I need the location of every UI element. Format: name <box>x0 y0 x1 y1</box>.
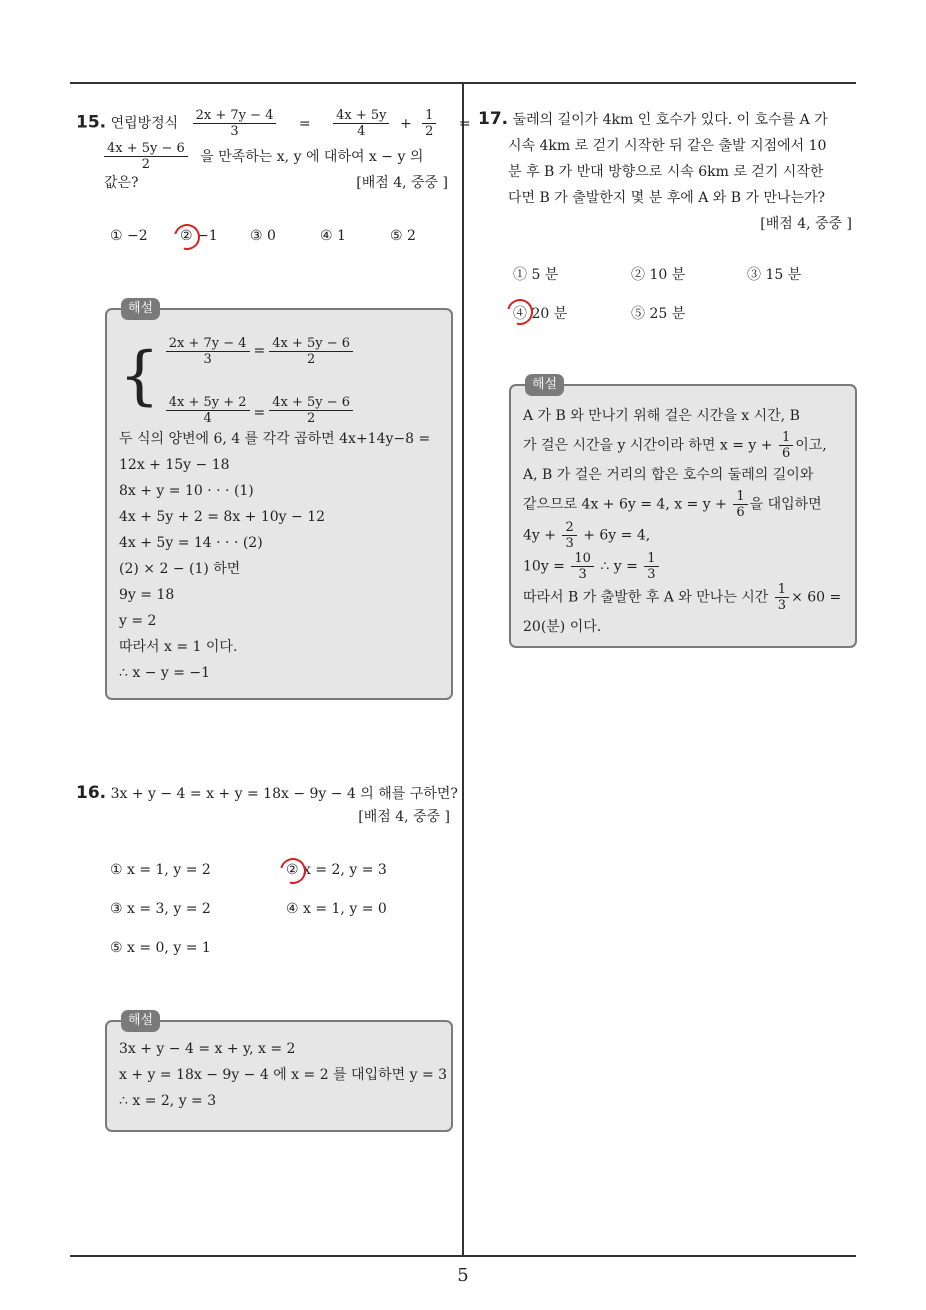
choice-5[interactable]: ⑤ 2 <box>390 228 416 244</box>
solution-line: 4x + 5y + 2 = 8x + 10y − 12 <box>119 509 326 525</box>
solution-tag: 해설 <box>121 298 160 320</box>
solution-text: ∴ y = <box>600 558 638 575</box>
question-number: 16. <box>76 783 107 803</box>
fraction-numerator: 1 <box>733 489 747 505</box>
fraction-numerator: 2 <box>562 520 576 536</box>
solution-tag: 해설 <box>121 1010 160 1032</box>
fraction-numerator: 4x + 5y − 6 <box>104 141 188 157</box>
question-text: 3x + y − 4 = x + y = 18x − 9y − 4 의 해를 구하면? <box>110 786 458 802</box>
column-divider <box>462 83 464 1255</box>
choices-15 <box>110 228 450 252</box>
question-text: 을 만족하는 x, y 에 대하여 x − y 의 <box>200 148 424 165</box>
solution-text: × 60 = <box>791 589 842 606</box>
question-16 <box>76 782 456 829</box>
choice-4[interactable]: ④ 1 <box>320 228 346 244</box>
choice-3[interactable]: ③ 15 분 <box>747 267 802 283</box>
choices-16 <box>110 862 450 962</box>
solution-line: 4x + 5y = 14 · · · (2) <box>119 535 263 551</box>
solution-line: 8x + y = 10 · · · (1) <box>119 483 254 499</box>
equals-sign: = <box>253 343 266 359</box>
question-meta: [배점 4, 중중 ] <box>358 809 450 825</box>
choice-2[interactable]: ② −1 <box>180 228 218 244</box>
page-number: 5 <box>457 1265 469 1286</box>
fraction-numerator: 2x + 7y − 4 <box>166 336 250 352</box>
choice-4[interactable]: ④ 20 분 <box>513 306 568 322</box>
question-number: 15. <box>76 112 107 133</box>
question-text: 둘레의 길이가 4km 인 호수가 있다. 이 호수를 A 가 <box>512 112 828 128</box>
fraction-denominator: 4 <box>203 411 212 426</box>
fraction-numerator: 4x + 5y <box>333 108 389 124</box>
question-text: 값은? <box>104 175 139 191</box>
selected-mark-icon <box>502 294 538 330</box>
solution-line: ∴ x − y = −1 <box>119 665 211 681</box>
solution-line: A, B 가 걸은 거리의 합은 호수의 둘레의 길이와 <box>523 467 814 483</box>
solution-line: 12x + 15y − 18 <box>119 457 230 473</box>
fraction-denominator: 3 <box>777 598 787 613</box>
fraction-denominator: 2 <box>307 411 316 426</box>
solution-line <box>523 489 845 520</box>
fraction-denominator: 2 <box>425 124 434 139</box>
fraction-denominator: 3 <box>647 567 656 582</box>
solution-line: A 가 B 와 만나기 위해 걸은 시간을 x 시간, B <box>523 408 800 424</box>
solution-line: x + y = 18x − 9y − 4 에 x = 2 를 대입하면 y = 3 <box>119 1067 448 1083</box>
equals-sign: = <box>253 405 266 421</box>
question-number: 17. <box>478 109 509 129</box>
fraction-numerator: 1 <box>775 582 789 598</box>
fraction-denominator: 3 <box>578 567 587 582</box>
equals-sign: = <box>298 115 311 132</box>
choice-1[interactable]: ① 5 분 <box>513 267 559 283</box>
fraction-denominator: 6 <box>736 505 745 520</box>
question-intro: 연립방정식 <box>110 115 179 132</box>
choices-17 <box>513 264 853 334</box>
solution-line <box>523 430 845 461</box>
choice-3[interactable]: ③ 0 <box>250 228 276 244</box>
choice-5[interactable]: ⑤ 25 분 <box>631 306 686 322</box>
solution-box-16 <box>105 1013 453 1132</box>
selected-mark-icon <box>169 219 205 255</box>
choice-5[interactable]: ⑤ x = 0, y = 1 <box>110 940 211 956</box>
solution-line: (2) × 2 − (1) 하면 <box>119 561 241 577</box>
solution-text: 가 걸은 시간을 y 시간이라 하면 x = y + <box>523 437 773 454</box>
question-text: 시속 4km 로 걷기 시작한 뒤 같은 출발 지점에서 10 <box>508 138 827 154</box>
solution-text: 4y + <box>523 527 556 544</box>
fraction-numerator: 1 <box>644 551 658 567</box>
fraction-denominator: 2 <box>307 351 316 367</box>
brace-icon: { <box>119 339 160 413</box>
question-text: 분 후 B 가 반대 방향으로 시속 6km 로 걷기 시작한 <box>508 164 824 180</box>
fraction-denominator: 3 <box>230 124 239 139</box>
solution-line <box>523 582 845 613</box>
fraction-numerator: 4x + 5y − 6 <box>269 395 353 411</box>
fraction-numerator: 4x + 5y − 6 <box>269 336 353 352</box>
fraction-denominator: 6 <box>781 446 791 461</box>
plus-sign: + <box>399 115 412 132</box>
fraction-denominator: 4 <box>357 124 366 139</box>
solution-text: 이고, <box>795 437 827 454</box>
solution-line: 3x + y − 4 = x + y, x = 2 <box>119 1041 296 1057</box>
choice-2[interactable]: ② x = 2, y = 3 <box>286 862 387 878</box>
equals-sign: = <box>458 115 471 132</box>
choice-1[interactable]: ① x = 1, y = 2 <box>110 862 211 878</box>
solution-line: y = 2 <box>119 613 157 629</box>
solution-line <box>523 551 845 582</box>
solution-text: 같으므로 4x + 6y = 4, x = y + <box>523 496 727 513</box>
solution-box-15 <box>105 301 453 700</box>
choice-2[interactable]: ② 10 분 <box>631 267 686 283</box>
question-17 <box>478 106 860 237</box>
question-text: 다면 B 가 출발한지 몇 분 후에 A 와 B 가 만나는가? <box>508 190 826 206</box>
solution-tag: 해설 <box>525 374 564 396</box>
fraction-denominator: 3 <box>565 536 574 551</box>
solution-line: ∴ x = 2, y = 3 <box>119 1093 217 1109</box>
fraction-numerator: 1 <box>779 430 793 446</box>
solution-text: 을 대입하면 <box>749 496 822 513</box>
choice-4[interactable]: ④ x = 1, y = 0 <box>286 901 387 917</box>
solution-text: 따라서 B 가 출발한 후 A 와 만나는 시간 <box>523 589 769 606</box>
solution-line: 따라서 x = 1 이다. <box>119 639 238 655</box>
question-15 <box>76 108 471 195</box>
solution-line: 20(분) 이다. <box>523 619 602 635</box>
solution-text: 10y = <box>523 558 565 575</box>
solution-box-17 <box>509 377 857 648</box>
fraction-numerator: 10 <box>571 551 594 567</box>
selected-mark-icon <box>275 853 311 889</box>
bottom-rule <box>70 1255 856 1257</box>
question-meta: [배점 4, 중중 ] <box>760 216 852 232</box>
fraction-denominator: 3 <box>203 351 212 367</box>
fraction-numerator: 4x + 5y + 2 <box>166 395 250 411</box>
solution-line: 9y = 18 <box>119 587 175 603</box>
choice-3[interactable]: ③ x = 3, y = 2 <box>110 901 211 917</box>
question-meta: [배점 4, 중중 ] <box>356 175 448 191</box>
solution-line <box>523 520 845 551</box>
fraction-numerator: 1 <box>422 108 436 124</box>
fraction-denominator: 2 <box>141 157 151 172</box>
fraction-numerator: 2x + 7y − 4 <box>193 108 277 124</box>
solution-line: 두 식의 양변에 6, 4 를 각각 곱하면 4x+14y−8 = <box>119 431 431 447</box>
choice-1[interactable]: ① −2 <box>110 228 148 244</box>
solution-text: + 6y = 4, <box>583 527 651 544</box>
